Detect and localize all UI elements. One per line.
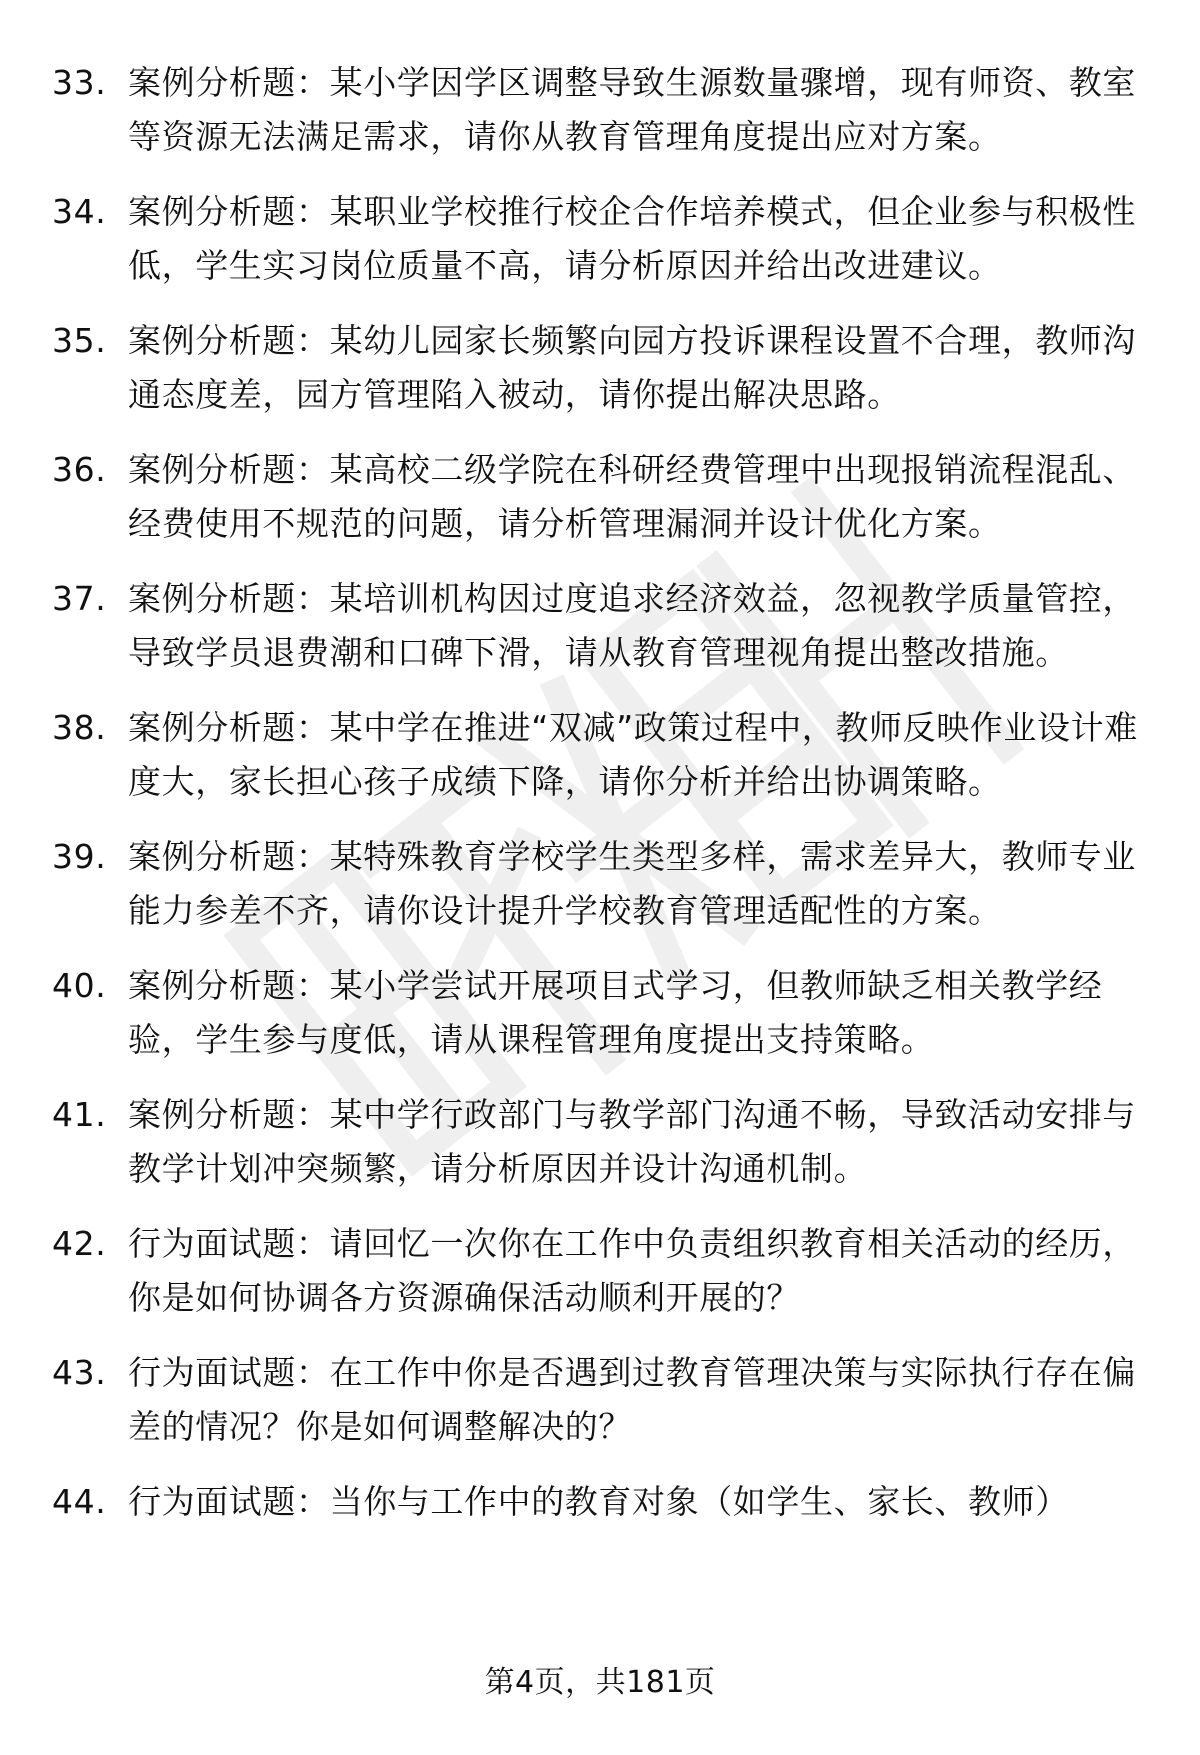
question-text: 行为面试题：在工作中你是否遇到过教育管理决策与实际执行存在偏差的情况？你是如何调整解决的？ xyxy=(128,1353,1136,1446)
question-item xyxy=(52,185,1152,293)
question-text: 案例分析题：某小学因学区调整导致生源数量骤增，现有师资、教室等资源无法满足需求，请你从教育管理角度提出应对方案。 xyxy=(128,63,1136,156)
question-text: 行为面试题：请回忆一次你在工作中负责组织教育相关活动的经历，你是如何协调各方资源确保活动顺利开展的？ xyxy=(128,1224,1136,1317)
question-number: 36. xyxy=(52,450,107,489)
question-number: 43. xyxy=(52,1353,107,1392)
question-text: 案例分析题：某中学行政部门与教学部门沟通不畅，导致活动安排与教学计划冲突频繁，请分析原因并设计沟通机制。 xyxy=(128,1095,1136,1188)
question-item xyxy=(52,56,1152,164)
question-number: 35. xyxy=(52,321,107,360)
question-number: 44. xyxy=(52,1482,107,1521)
question-number: 41. xyxy=(52,1095,107,1134)
question-item xyxy=(52,443,1152,551)
question-number: 38. xyxy=(52,708,107,747)
question-text: 案例分析题：某培训机构因过度追求经济效益，忽视教学质量管控，导致学员退费潮和口碑下滑，请从教育管理视角提出整改措施。 xyxy=(128,579,1136,672)
question-number: 34. xyxy=(52,192,107,231)
question-item xyxy=(52,572,1152,680)
question-list xyxy=(52,56,1152,1550)
question-number: 39. xyxy=(52,837,107,876)
question-text: 案例分析题：某高校二级学院在科研经费管理中出现报销流程混乱、经费使用不规范的问题，请分析管理漏洞并设计优化方案。 xyxy=(128,450,1136,543)
question-text: 案例分析题：某职业学校推行校企合作培养模式，但企业参与积极性低，学生实习岗位质量不高，请分析原因并给出改进建议。 xyxy=(128,192,1136,285)
question-item xyxy=(52,1346,1152,1454)
question-number: 33. xyxy=(52,63,107,102)
question-number: 40. xyxy=(52,966,107,1005)
question-text: 案例分析题：某特殊教育学校学生类型多样，需求差异大，教师专业能力参差不齐，请你设计提升学校教育管理适配性的方案。 xyxy=(128,837,1136,930)
question-item xyxy=(52,314,1152,422)
question-item xyxy=(52,701,1152,809)
question-item xyxy=(52,959,1152,1067)
page-footer: 第4页，共181页 xyxy=(484,1665,716,1700)
question-number: 37. xyxy=(52,579,107,618)
question-item xyxy=(52,830,1152,938)
question-item xyxy=(52,1088,1152,1196)
question-text: 案例分析题：某小学尝试开展项目式学习，但教师缺乏相关教学经验，学生参与度低，请从课程管理角度提出支持策略。 xyxy=(128,966,1103,1059)
question-number: 42. xyxy=(52,1224,107,1263)
question-text: 案例分析题：某幼儿园家长频繁向园方投诉课程设置不合理，教师沟通态度差，园方管理陷入被动，请你提出解决思路。 xyxy=(128,321,1136,414)
question-item xyxy=(52,1475,1152,1529)
question-text: 案例分析题：某中学在推进“双减”政策过程中，教师反映作业设计难度大，家长担心孩子成绩下降，请你分析并给出协调策略。 xyxy=(128,708,1138,801)
question-item xyxy=(52,1217,1152,1325)
question-text: 行为面试题：当你与工作中的教育对象（如学生、家长、教师） xyxy=(128,1482,1069,1521)
